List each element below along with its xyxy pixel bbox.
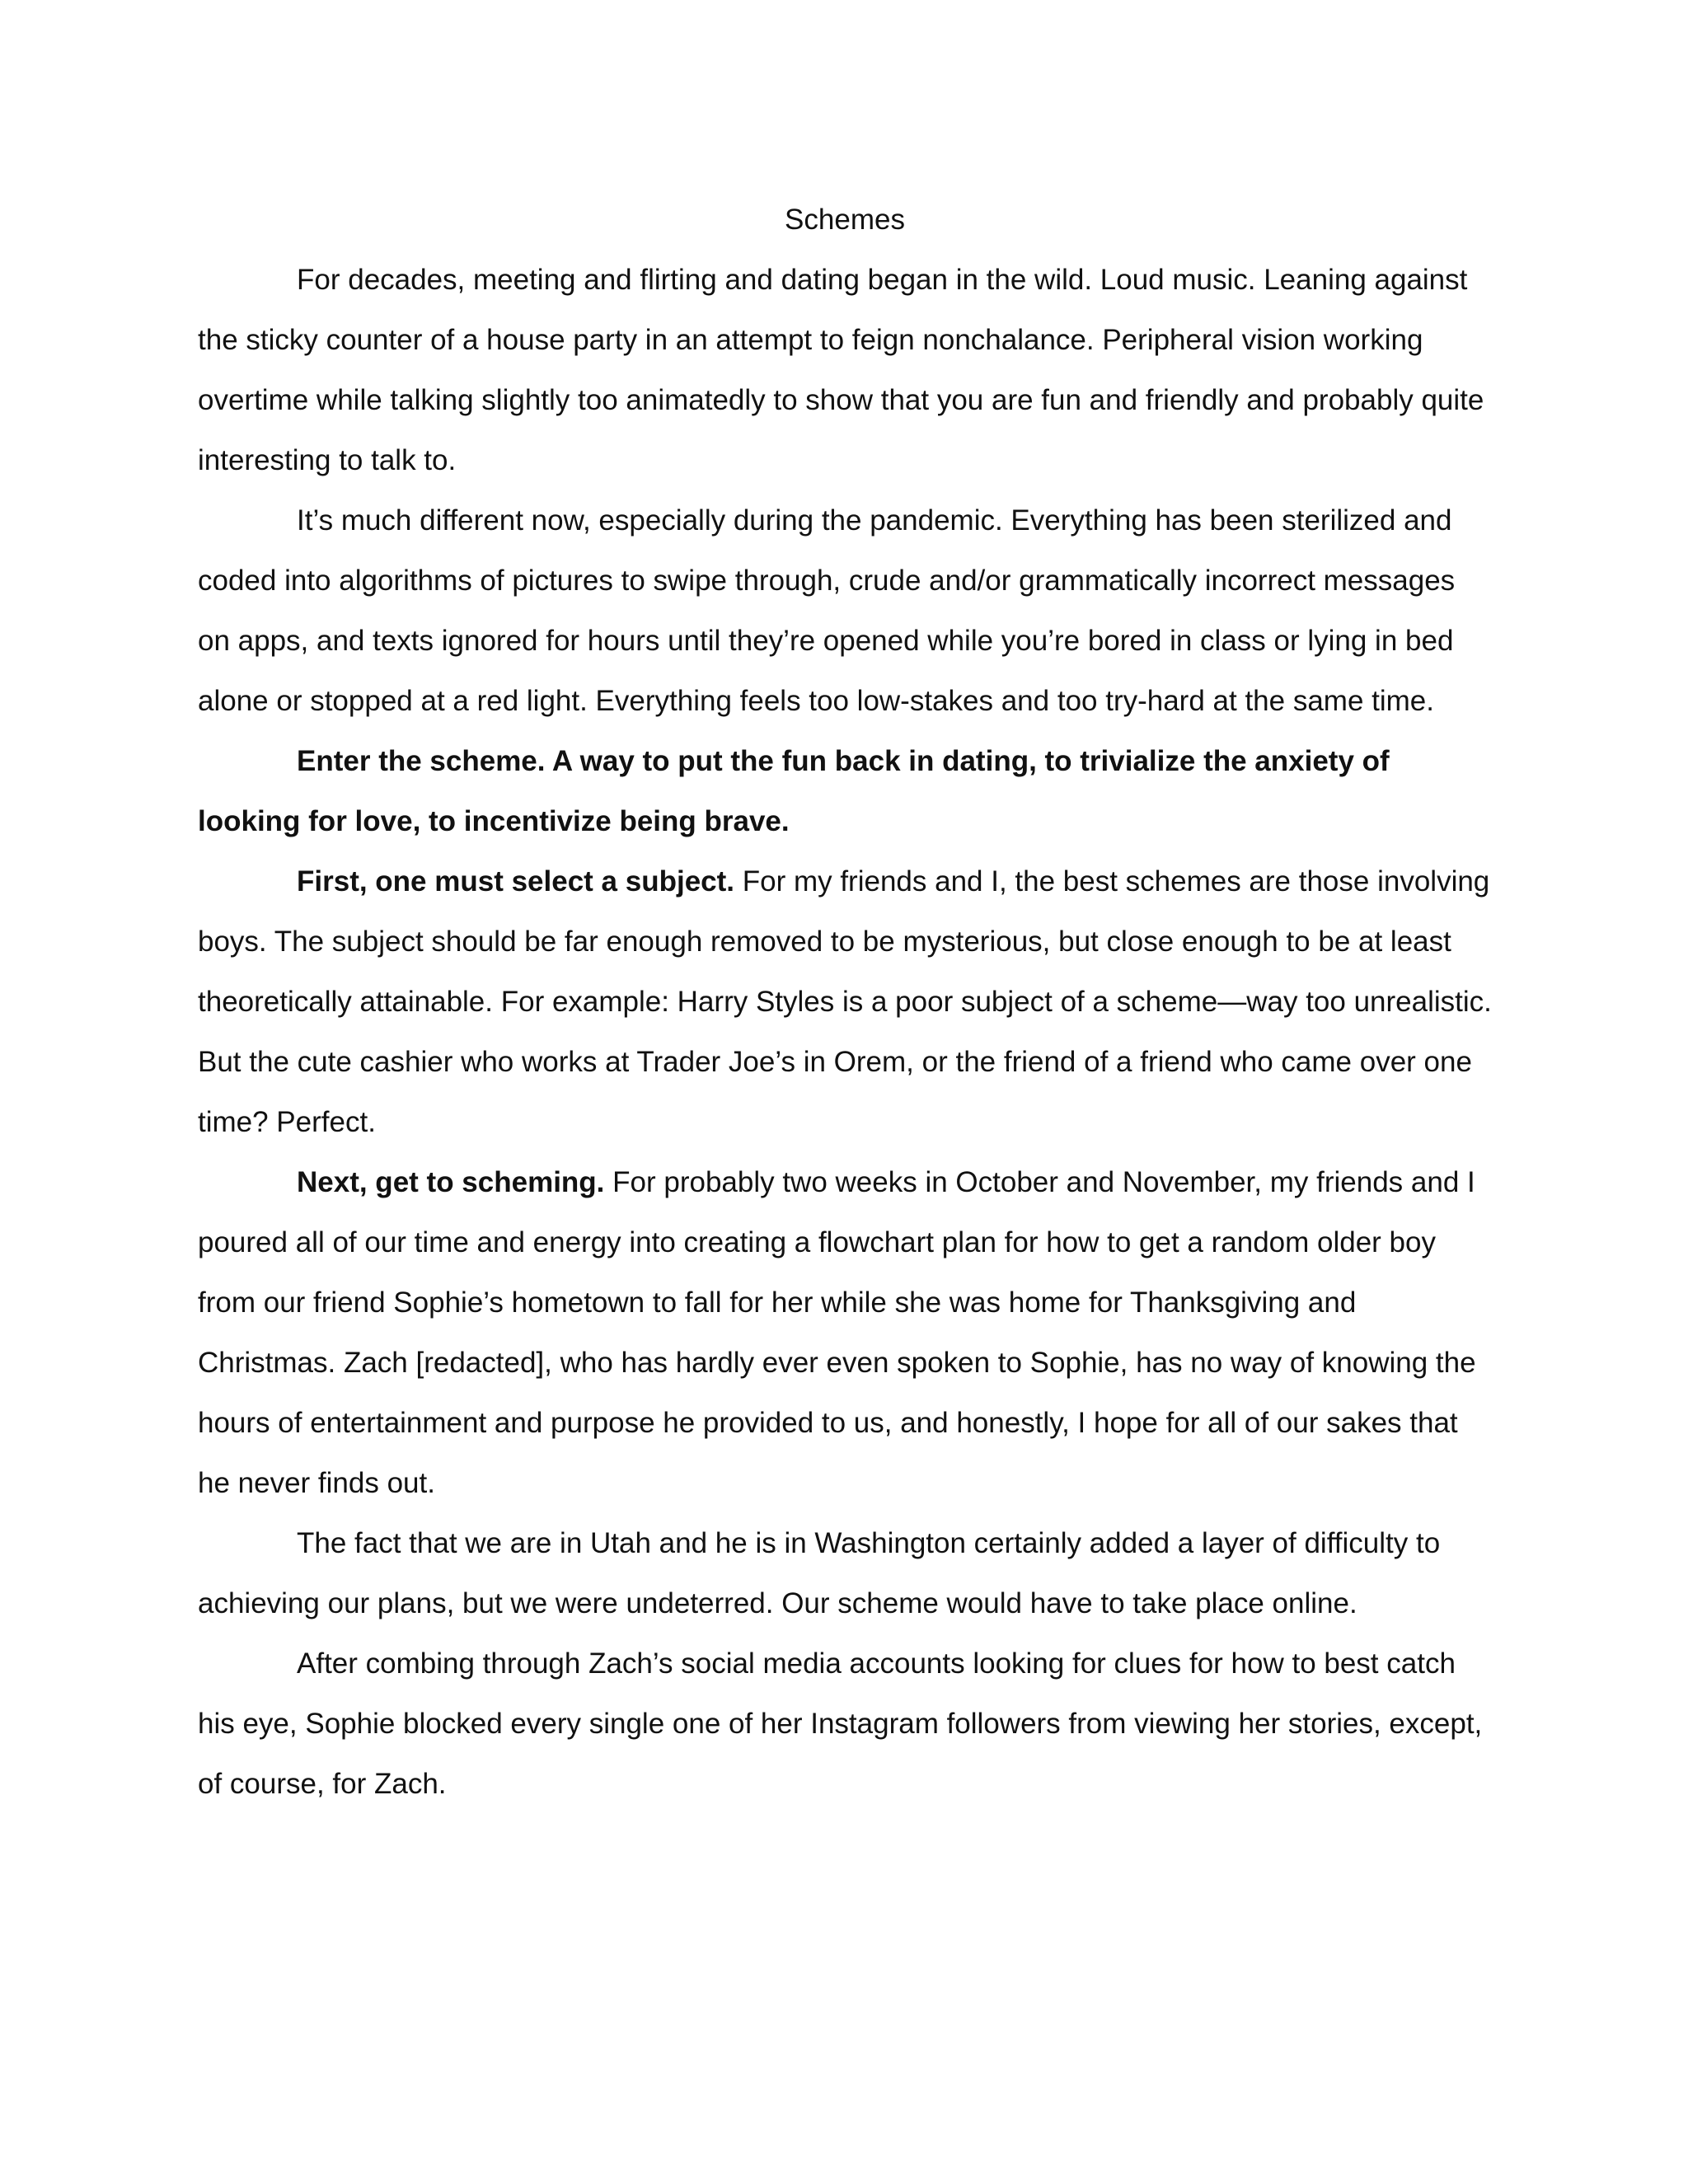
paragraph-1 (198, 250, 1492, 490)
paragraph-6 (198, 1513, 1492, 1633)
paragraph-bold-lead: Enter the scheme. A way to put the fun back in dating, to trivialize the anxiety of looking for love, to incentivize being brave. (198, 745, 1390, 837)
paragraph-4 (198, 851, 1492, 1152)
paragraph-text: The fact that we are in Utah and he is in Washington certainly added a layer of difficulty to achieving our plans, but we were undeterred. Our scheme would have to take place online. (198, 1527, 1441, 1619)
paragraph-7 (198, 1633, 1492, 1814)
paragraph-text: For my friends and I, the best schemes are those involving boys. The subject should be far enough removed to be mysterious, but close enough to be at least theoretically attainable. For example: Harry Styles is a poor subject of a scheme—way too unrealistic. But the cute cashier who works at Trader Joe’s in Orem, or the friend of a friend who came over one time? Perfect. (198, 865, 1492, 1138)
document-body (198, 190, 1492, 1814)
paragraph-3 (198, 731, 1492, 851)
paragraph-bold-lead: First, one must select a subject. (297, 865, 734, 898)
document-title: Schemes (785, 204, 905, 236)
paragraph-text: For decades, meeting and flirting and dating began in the wild. Loud music. Leaning against the sticky counter of a house party in an attempt to feign nonchalance. Peripheral vision working overtime while talking slightly too animatedly to show that you are fun and friendly and probably quite interesting to talk to. (198, 264, 1484, 476)
paragraph-text: It’s much different now, especially during the pandemic. Everything has been sterilized and coded into algorithms of pictures to swipe through, crude and/or grammatically incorrect messages on apps, and texts ignored for hours until they’re opened while you’re bored in class or lying in bed alone or stopped at a red light. Everything feels too low-stakes and too try-hard at the same time. (198, 504, 1456, 717)
paragraph-text: After combing through Zach’s social media accounts looking for clues for how to best catch his eye, Sophie blocked every single one of her Instagram followers from viewing her stories, except, of course, for Zach. (198, 1647, 1483, 1800)
paragraph-bold-lead: Next, get to scheming. (297, 1166, 605, 1198)
paragraph-text: For probably two weeks in October and November, my friends and I poured all of our time and energy into creating a flowchart plan for how to get a random older boy from our friend Sophie’s hometown to fall for her while she was home for Thanksgiving and Christmas. Zach [redacted], who has hardly ever even spoken to Sophie, has no way of knowing the hours of entertainment and purpose he provided to us, and honestly, I hope for all of our sakes that he never finds out. (198, 1166, 1476, 1499)
paragraph-5 (198, 1152, 1492, 1513)
paragraph-2 (198, 490, 1492, 731)
